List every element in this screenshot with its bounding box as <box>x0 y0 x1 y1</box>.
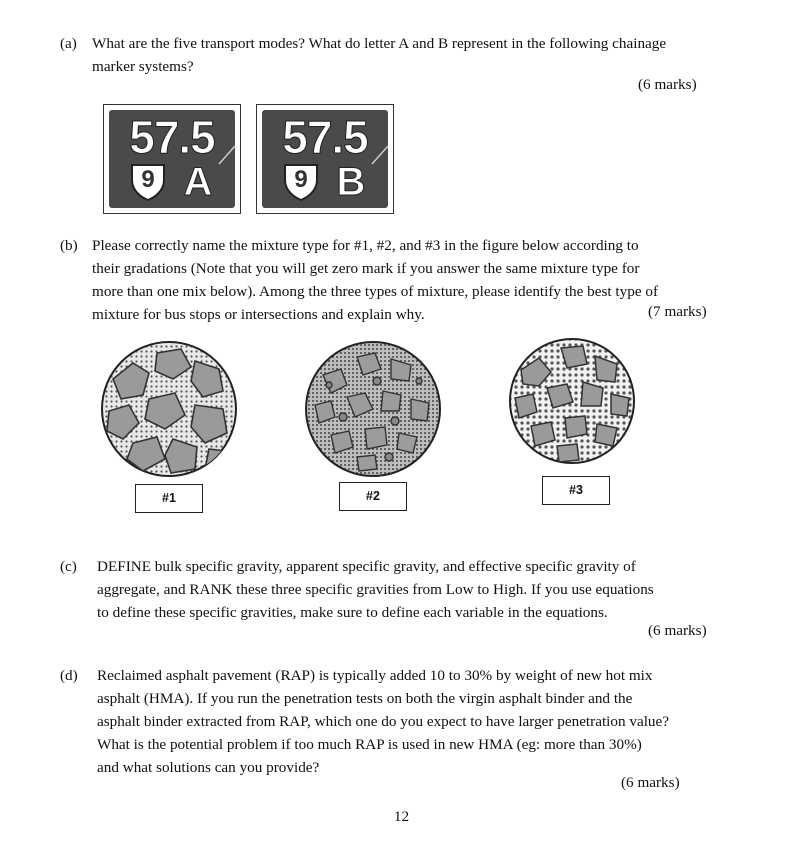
mixture-label: #3 <box>542 476 610 505</box>
mixture-label: #2 <box>339 482 407 511</box>
question-line: DEFINE bulk specific gravity, apparent specific gravity, and effective specific gravity of <box>97 558 636 575</box>
marker-corner-icon <box>217 110 237 166</box>
marks-a: (6 marks) <box>638 76 697 93</box>
marker-number: 57.5 <box>282 111 368 163</box>
question-text <box>97 664 721 779</box>
marks-d: (6 marks) <box>621 774 680 791</box>
question-line: more than one mix below). Among the three types of mixture, please identify the best type of <box>92 283 659 300</box>
marks-b: (7 marks) <box>648 303 707 320</box>
question-line: aggregate, and RANK these three specific gravities from Low to High. If you use equations <box>97 581 654 598</box>
marker-letter: B <box>336 160 366 204</box>
question-line: What are the five transport modes? What do letter A and B represent in the following chainage <box>92 35 667 52</box>
question-label: (d) <box>60 667 78 684</box>
question-text <box>92 32 732 78</box>
mixture-2-icon <box>303 339 443 479</box>
question-text <box>92 234 720 326</box>
page-number: 12 <box>393 808 410 825</box>
question-line: What is the potential problem if too much RAP is used in new HMA (eg: more than 30%) <box>97 736 642 753</box>
question-line: mixture for bus stops or intersections and explain why. <box>92 306 425 323</box>
question-line: their gradations (Note that you will get zero mark if you answer the same mixture type for <box>92 260 640 277</box>
question-line: asphalt binder extracted from RAP, which one do you expect to have larger penetration value? <box>97 713 670 730</box>
mixture-label: #1 <box>135 484 203 513</box>
question-line: asphalt (HMA). If you run the penetration tests on both the virgin asphalt binder and the <box>97 690 633 707</box>
question-text <box>97 555 721 624</box>
marker-route-number: 9 <box>294 166 308 193</box>
chainage-marker-b <box>256 104 394 214</box>
question-line: to define these specific gravities, make sure to define each variable in the equations. <box>97 604 608 621</box>
marker-route-number: 9 <box>141 166 155 193</box>
marker-number: 57.5 <box>129 111 215 163</box>
question-line: marker systems? <box>92 58 194 75</box>
marks-c: (6 marks) <box>648 622 707 639</box>
mixture-1-icon <box>99 339 239 479</box>
chainage-marker-a <box>103 104 241 214</box>
marker-letter: A <box>183 160 213 204</box>
marker-plate <box>262 110 388 208</box>
marker-plate <box>109 110 235 208</box>
marker-corner-icon <box>370 110 390 166</box>
question-line: and what solutions can you provide? <box>97 759 320 776</box>
mixture-3-icon <box>507 336 637 466</box>
question-line: Please correctly name the mixture type for #1, #2, and #3 in the figure below according to <box>92 237 639 254</box>
question-label: (c) <box>60 558 77 575</box>
question-label: (a) <box>60 35 77 52</box>
question-line: Reclaimed asphalt pavement (RAP) is typically added 10 to 30% by weight of new hot mix <box>97 667 653 684</box>
question-label: (b) <box>60 237 78 254</box>
